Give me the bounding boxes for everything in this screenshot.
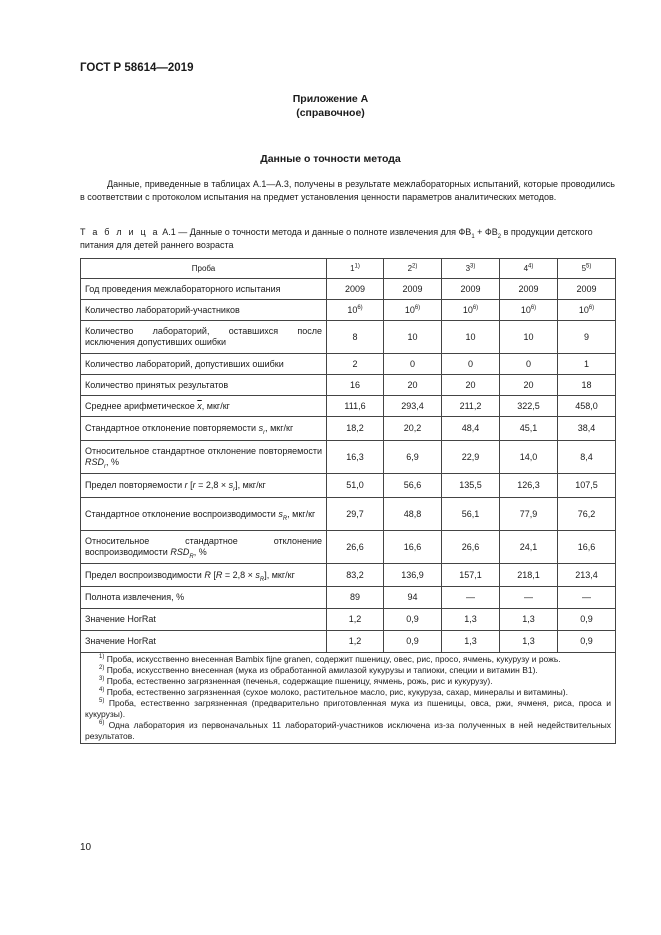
row-label: Стандартное отклонение воспроизводимости $s_R$, мкг/кг bbox=[81, 498, 327, 531]
footnote: $^{1)}$ Проба, искусственно внесенная Bambix fijne granen, содержит пшеницу, овес, рис, просо, ячмень, кукурузу и рожь. bbox=[99, 654, 561, 664]
value-cell-sample-5: 1 bbox=[558, 354, 616, 375]
table-caption-prefix: Т а б л и ц а bbox=[80, 227, 160, 237]
value-cell-sample-2: 6,9 bbox=[384, 441, 442, 474]
row-label: Предел воспроизводимости R $[R = 2,8 \times s_R]$, мкг/кг bbox=[81, 564, 327, 587]
value-cell-sample-4: 126,3 bbox=[500, 474, 558, 498]
value-cell-sample-4: — bbox=[500, 587, 558, 609]
value-cell-sample-5: 458,0 bbox=[558, 396, 616, 417]
row-label: Год проведения межлабораторного испытания bbox=[81, 279, 327, 300]
value-cell-sample-2: 94 bbox=[384, 587, 442, 609]
value-cell-sample-2: 20 bbox=[384, 375, 442, 396]
table-caption-text2: в продукции детского питания для детей раннего возраста bbox=[80, 227, 593, 250]
value-cell-sample-3: 1,3 bbox=[442, 631, 500, 653]
table-row bbox=[81, 498, 616, 531]
table-row bbox=[81, 279, 616, 300]
value-cell-sample-1: 18,2 bbox=[327, 417, 384, 441]
footnote: $^{4)}$ Проба, естественно загрязненная (сухое молоко, растительное масло, рис, кукуруза, сахар, минералы и витамины). bbox=[99, 687, 568, 697]
section-title: Данные о точности метода bbox=[260, 153, 401, 165]
value-cell-sample-4: 14,0 bbox=[500, 441, 558, 474]
value-cell-sample-3: 135,5 bbox=[442, 474, 500, 498]
row-label: Предел повторяемости r $[r = 2,8 \times s_r]$, мкг/кг bbox=[81, 474, 327, 498]
value-cell-sample-2: 20,2 bbox=[384, 417, 442, 441]
row-label: Количество лабораторий, оставшихся после исключения допустивших ошибки bbox=[81, 321, 327, 354]
value-cell-sample-1: 29,7 bbox=[327, 498, 384, 531]
table-caption-plus: + ФВ bbox=[474, 227, 498, 237]
row-label: Количество лабораторий-участников bbox=[81, 300, 327, 321]
value-cell-sample-1: 16,3 bbox=[327, 441, 384, 474]
table-row bbox=[81, 441, 616, 474]
value-cell-sample-1: 2009 bbox=[327, 279, 384, 300]
row-label: Значение HorRat bbox=[81, 631, 327, 653]
value-cell-sample-2: 48,8 bbox=[384, 498, 442, 531]
row-label: Количество лабораторий, допустивших ошибки bbox=[81, 354, 327, 375]
header-cell-sample-4: 4$^{4)}$ bbox=[500, 259, 558, 279]
value-cell-sample-3: 0 bbox=[442, 354, 500, 375]
value-cell-sample-3: — bbox=[442, 587, 500, 609]
value-cell-sample-3: 1,3 bbox=[442, 609, 500, 631]
row-label: Среднее арифметическое $\overline{x}$, мкг/кг bbox=[81, 396, 327, 417]
value-cell-sample-2: 10$^{6)}$ bbox=[384, 300, 442, 321]
row-label: Относительное стандартное отклонение повторяемости $RSD_r$, % bbox=[81, 441, 327, 474]
table-notes bbox=[81, 653, 616, 744]
header-cell-sample-2: 2$^{2)}$ bbox=[384, 259, 442, 279]
table-notes-row bbox=[81, 653, 616, 744]
value-cell-sample-5: 0,9 bbox=[558, 609, 616, 631]
value-cell-sample-4: 218,1 bbox=[500, 564, 558, 587]
value-cell-sample-3: 10 bbox=[442, 321, 500, 354]
value-cell-sample-2: 0 bbox=[384, 354, 442, 375]
value-cell-sample-3: 2009 bbox=[442, 279, 500, 300]
document-standard-header: ГОСТ Р 58614—2019 bbox=[80, 62, 194, 74]
intro-paragraph: Данные, приведенные в таблицах А.1—А.3, получены в результате межлабораторных испытаний, которые проводились в соответствии с протоколом испытания на предмет установления ценности параметров аналитических методов. bbox=[80, 179, 615, 202]
value-cell-sample-2: 293,4 bbox=[384, 396, 442, 417]
table-row bbox=[81, 300, 616, 321]
value-cell-sample-2: 56,6 bbox=[384, 474, 442, 498]
annex-subtitle: (справочное) bbox=[296, 107, 365, 119]
footnote: $^{3)}$ Проба, естественно загрязненная (печенья, содержащие пшеницу, ячмень, рожь, рис и кукурузу). bbox=[99, 676, 493, 686]
value-cell-sample-4: 0 bbox=[500, 354, 558, 375]
row-label: Полнота извлечения, % bbox=[81, 587, 327, 609]
value-cell-sample-1: 83,2 bbox=[327, 564, 384, 587]
value-cell-sample-4: 1,3 bbox=[500, 609, 558, 631]
value-cell-sample-1: 16 bbox=[327, 375, 384, 396]
value-cell-sample-3: 22,9 bbox=[442, 441, 500, 474]
row-label: Значение HorRat bbox=[81, 609, 327, 631]
value-cell-sample-4: 10$^{6)}$ bbox=[500, 300, 558, 321]
value-cell-sample-5: 107,5 bbox=[558, 474, 616, 498]
table-header-row bbox=[81, 259, 616, 279]
value-cell-sample-2: 0,9 bbox=[384, 631, 442, 653]
table-row bbox=[81, 631, 616, 653]
value-cell-sample-5: 10$^{6)}$ bbox=[558, 300, 616, 321]
footnote: $^{6)}$ Одна лаборатория из первоначальных 11 лабораторий-участников исключена из-за полученных в ней недействительных результатов. bbox=[85, 720, 611, 741]
footnote: $^{2)}$ Проба, искусственно внесенная (мука из обработанной амилазой кукурузы и тапиоки, специи и витамин B1). bbox=[99, 665, 538, 675]
value-cell-sample-5: 2009 bbox=[558, 279, 616, 300]
value-cell-sample-5: 9 bbox=[558, 321, 616, 354]
value-cell-sample-2: 0,9 bbox=[384, 609, 442, 631]
value-cell-sample-3: 48,4 bbox=[442, 417, 500, 441]
value-cell-sample-1: 2 bbox=[327, 354, 384, 375]
value-cell-sample-4: 322,5 bbox=[500, 396, 558, 417]
value-cell-sample-5: 8,4 bbox=[558, 441, 616, 474]
table-caption bbox=[80, 226, 620, 251]
value-cell-sample-4: 77,9 bbox=[500, 498, 558, 531]
value-cell-sample-3: 10$^{6)}$ bbox=[442, 300, 500, 321]
precision-data-table bbox=[80, 258, 616, 744]
value-cell-sample-2: 10 bbox=[384, 321, 442, 354]
annex-title: Приложение А bbox=[292, 93, 369, 105]
value-cell-sample-4: 45,1 bbox=[500, 417, 558, 441]
value-cell-sample-5: 76,2 bbox=[558, 498, 616, 531]
value-cell-sample-2: 2009 bbox=[384, 279, 442, 300]
row-label: Количество принятых результатов bbox=[81, 375, 327, 396]
header-cell-sample-1: 1$^{1)}$ bbox=[327, 259, 384, 279]
value-cell-sample-1: 8 bbox=[327, 321, 384, 354]
value-cell-sample-1: 10$^{6)}$ bbox=[327, 300, 384, 321]
value-cell-sample-5: 213,4 bbox=[558, 564, 616, 587]
value-cell-sample-2: 16,6 bbox=[384, 531, 442, 564]
table-row bbox=[81, 564, 616, 587]
value-cell-sample-4: 20 bbox=[500, 375, 558, 396]
table-row bbox=[81, 474, 616, 498]
table-row bbox=[81, 587, 616, 609]
value-cell-sample-1: 26,6 bbox=[327, 531, 384, 564]
table-row bbox=[81, 609, 616, 631]
value-cell-sample-3: 157,1 bbox=[442, 564, 500, 587]
value-cell-sample-5: 18 bbox=[558, 375, 616, 396]
value-cell-sample-4: 2009 bbox=[500, 279, 558, 300]
table-row bbox=[81, 321, 616, 354]
value-cell-sample-5: 0,9 bbox=[558, 631, 616, 653]
table-caption-sub2: 2 bbox=[497, 233, 502, 240]
table-row bbox=[81, 375, 616, 396]
value-cell-sample-5: 38,4 bbox=[558, 417, 616, 441]
value-cell-sample-1: 111,6 bbox=[327, 396, 384, 417]
value-cell-sample-1: 1,2 bbox=[327, 631, 384, 653]
table-row bbox=[81, 531, 616, 564]
value-cell-sample-1: 89 bbox=[327, 587, 384, 609]
table-row bbox=[81, 354, 616, 375]
header-cell-sample-3: 3$^{3)}$ bbox=[442, 259, 500, 279]
value-cell-sample-3: 26,6 bbox=[442, 531, 500, 564]
header-cell-sample-5: 5$^{5)}$ bbox=[558, 259, 616, 279]
table-caption-number: А.1 bbox=[162, 227, 176, 237]
table-row bbox=[81, 396, 616, 417]
footnote: $^{5)}$ Проба, естественно загрязненная (предварительно приготовленная мука из пшеницы, овса, ржи, ячменя, риса, проса и кукурузы). bbox=[85, 698, 611, 719]
value-cell-sample-3: 56,1 bbox=[442, 498, 500, 531]
value-cell-sample-3: 20 bbox=[442, 375, 500, 396]
row-label: Относительное стандартное отклонение воспроизводимости $RSD_R$, % bbox=[81, 531, 327, 564]
table-row bbox=[81, 417, 616, 441]
value-cell-sample-2: 136,9 bbox=[384, 564, 442, 587]
table-caption-text1: — Данные о точности метода и данные о полноте извлечения для ФВ bbox=[175, 227, 472, 237]
page-number: 10 bbox=[80, 842, 92, 853]
value-cell-sample-4: 10 bbox=[500, 321, 558, 354]
value-cell-sample-4: 1,3 bbox=[500, 631, 558, 653]
table-caption-sub1: 1 bbox=[471, 233, 475, 240]
value-cell-sample-5: 16,6 bbox=[558, 531, 616, 564]
annex-heading bbox=[0, 92, 661, 120]
value-cell-sample-3: 211,2 bbox=[442, 396, 500, 417]
value-cell-sample-4: 24,1 bbox=[500, 531, 558, 564]
row-label: Стандартное отклонение повторяемости $s_r$, мкг/кг bbox=[81, 417, 327, 441]
value-cell-sample-1: 1,2 bbox=[327, 609, 384, 631]
value-cell-sample-5: — bbox=[558, 587, 616, 609]
header-cell-sample: Проба bbox=[81, 259, 327, 279]
value-cell-sample-1: 51,0 bbox=[327, 474, 384, 498]
